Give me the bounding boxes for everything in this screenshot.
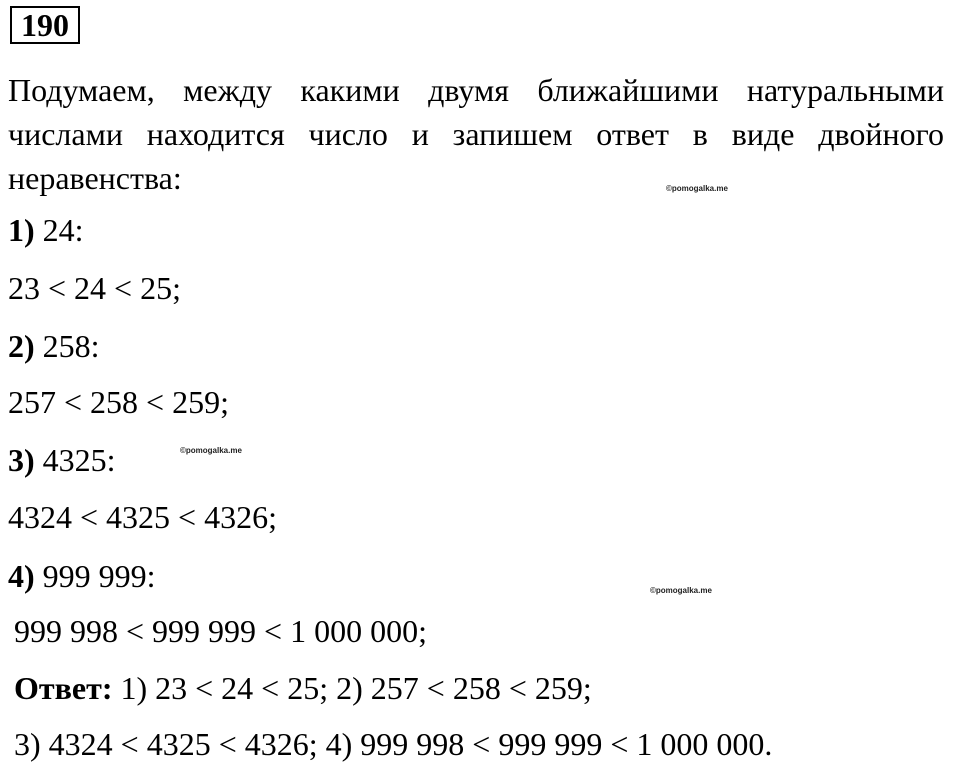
item-2-heading: [8, 326, 100, 366]
item-2-inequality: 257 < 258 < 259;: [8, 384, 229, 420]
answer-text-1: 1) 23 < 24 < 25; 2) 257 < 258 < 259;: [120, 670, 592, 706]
item-1-inequality: 23 < 24 < 25;: [8, 270, 181, 306]
item-3-number: 4325:: [42, 442, 116, 478]
item-4-inequality: 999 998 < 999 999 < 1 000 000;: [14, 613, 427, 649]
watermark: ©pomogalka.me: [180, 446, 242, 455]
item-1-label: 1): [8, 212, 35, 248]
problem-number: 190: [10, 6, 80, 44]
item-1-number: 24:: [42, 212, 84, 248]
item-3-heading: [8, 440, 116, 480]
watermark: ©pomogalka.me: [650, 586, 712, 595]
answer-label: Ответ:: [14, 670, 113, 706]
item-1-heading: [8, 210, 84, 250]
item-3-inequality: 4324 < 4325 < 4326;: [8, 499, 277, 535]
problem-intro: Подумаем, между какими двумя ближайшими натуральными числами находится число и запишем ответ в виде двойного неравенства:: [8, 72, 944, 196]
item-2-number: 258:: [42, 328, 100, 364]
item-4-number: 999 999:: [42, 558, 156, 594]
item-4-label: 4): [8, 558, 35, 594]
item-4-heading: [8, 556, 156, 596]
answer-line-1: [14, 668, 592, 708]
answer-line-2: 3) 4324 < 4325 < 4326; 4) 999 998 < 999 999 < 1 000 000.: [14, 726, 773, 762]
item-2-label: 2): [8, 328, 35, 364]
watermark: ©pomogalka.me: [666, 184, 728, 193]
item-3-label: 3): [8, 442, 35, 478]
